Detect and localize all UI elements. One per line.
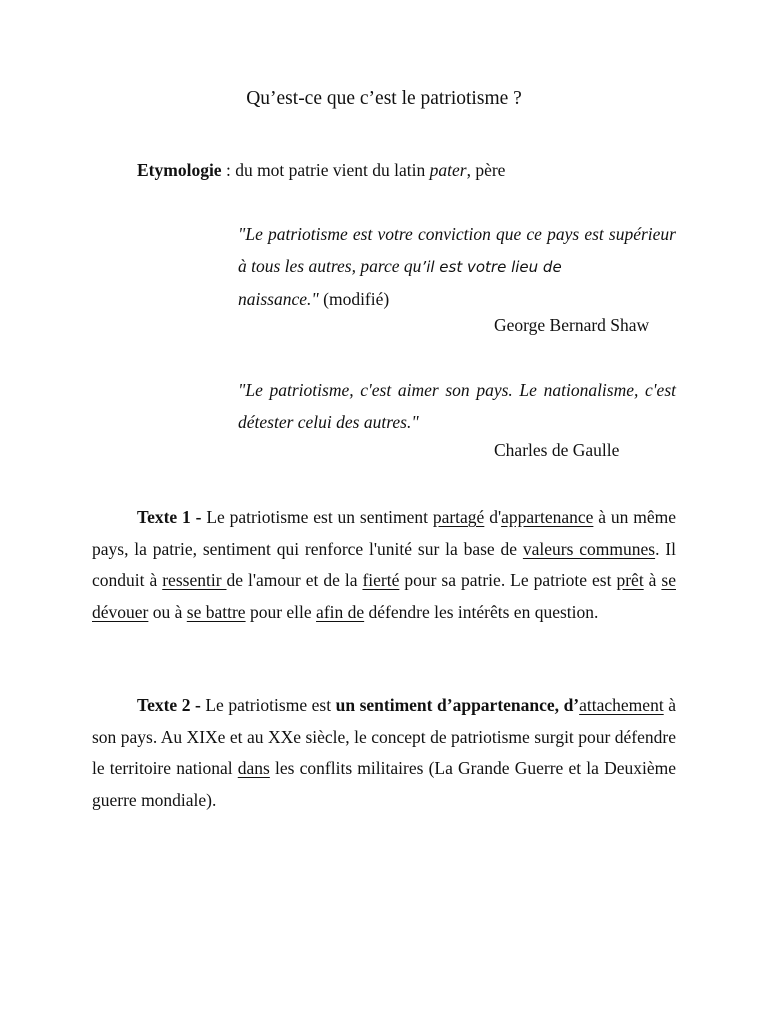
page-title: Qu’est-ce que c’est le patriotisme ? <box>246 88 522 109</box>
latin-word: pater <box>429 160 467 180</box>
texte-1-text: défendre les intérêts en question. <box>364 601 599 622</box>
etymology-text-a: : du mot patrie vient du latin <box>221 160 430 180</box>
texte-1-text: de l'amour et de la <box>226 570 363 590</box>
quote-de-gaulle: "Le patriotisme, c'est aimer son pays. Le nationalisme, c'est détester celui des autres." <box>238 380 676 432</box>
author-shaw: George Bernard Shaw <box>494 315 650 335</box>
underlined-word: fierté <box>362 570 400 590</box>
texte-1-text: . Il conduit à <box>92 538 676 590</box>
texte-2-text: les conflits militaires (La Grande Guerre et la Deuxième guerre mondiale). <box>92 758 677 810</box>
texte-2-text: Le patriotisme est <box>200 695 336 715</box>
etymology-label: Etymologie <box>137 160 222 180</box>
underlined-word: prêt <box>616 570 644 590</box>
etymology-line <box>137 160 505 181</box>
texte-2-label: Texte 2 - <box>137 695 201 715</box>
texte-1-paragraph <box>92 502 676 628</box>
quote-shaw <box>238 218 676 315</box>
underlined-word: dans <box>237 758 270 778</box>
underlined-word: ressentir <box>162 570 227 590</box>
texte-1-text: à <box>643 570 662 590</box>
author-de-gaulle: Charles de Gaulle <box>494 440 620 460</box>
underlined-word: partagé <box>432 507 485 527</box>
quote-shaw-end: naissance." <box>238 289 319 309</box>
quote-shaw-tail: ’il est votre lieu de <box>421 258 562 276</box>
texte-2-paragraph <box>92 690 676 816</box>
underlined-word: attachement <box>579 695 664 715</box>
quote-shaw-note: (modifié) <box>318 289 390 309</box>
texte-1-text: Le patriotisme est un sentiment <box>201 507 433 527</box>
underlined-word: appartenance <box>501 507 594 527</box>
texte-1-text: ou à <box>148 601 187 622</box>
texte-1-text: pour sa patrie. Le patriote est <box>399 570 617 590</box>
texte-1-text: pour elle <box>245 601 317 622</box>
underlined-word: afin de <box>316 601 365 622</box>
quote-shaw-text: "Le patriotisme est votre conviction que ce pays est supérieur à tous les autres, parce qu <box>238 224 676 276</box>
texte-2-text: à son pays. Au XIXe et au XXe siècle, le concept de patriotisme surgit pour défendre le territoire national <box>92 695 676 778</box>
texte-1-label: Texte 1 - <box>137 507 202 527</box>
texte-1-text: à un même pays, la patrie, sentiment qui renforce l'unité sur la base de <box>92 507 676 559</box>
underlined-word: valeurs communes <box>522 538 656 559</box>
underlined-word: se dévouer <box>92 570 676 622</box>
underlined-word: se battre <box>186 601 246 622</box>
bold-phrase: un sentiment d’appartenance, d’ <box>335 695 580 715</box>
texte-1-text: d' <box>484 507 502 527</box>
etymology-text-b: , père <box>466 160 506 180</box>
